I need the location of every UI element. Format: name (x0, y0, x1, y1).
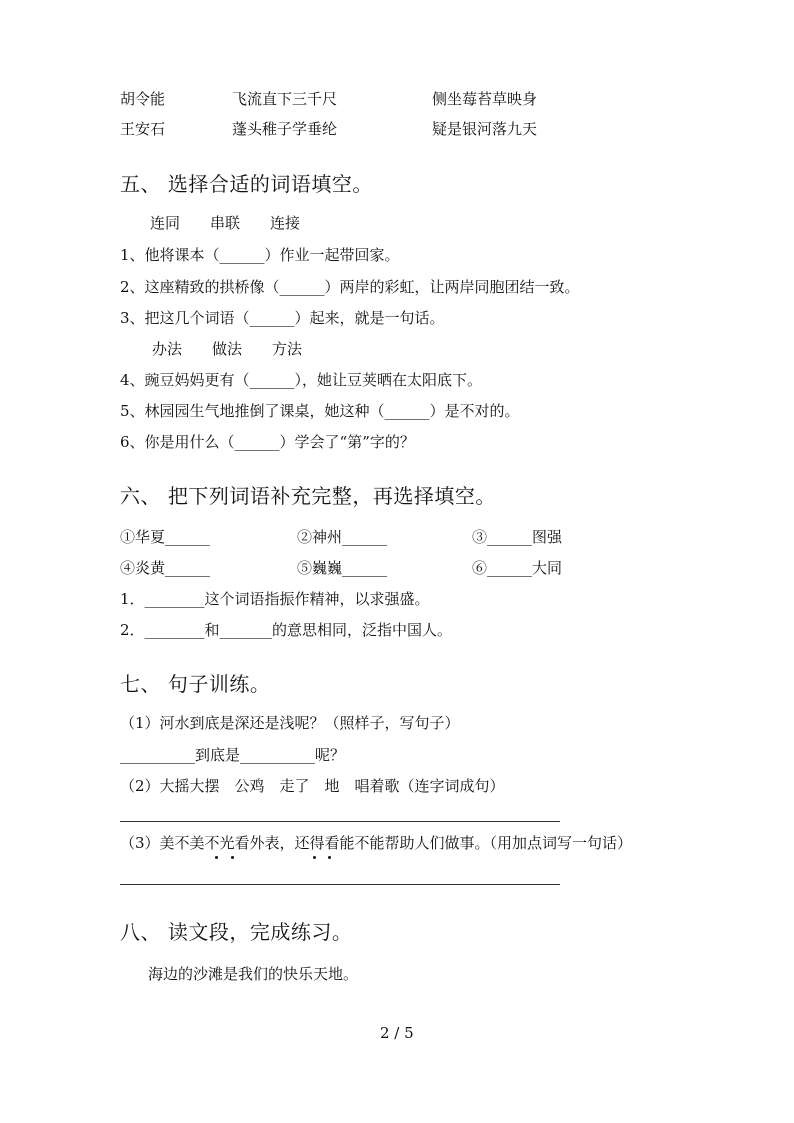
match-row-2-line-a: 蓬头稚子学垂纶 (232, 120, 338, 138)
match-row-1-author: 胡令能 (120, 90, 166, 108)
question-5-4: 4、豌豆妈妈更有（______），她让豆荚晒在太阳底下。 (120, 371, 483, 389)
section-5-heading: 五、 选择合适的词语填空。 (120, 172, 373, 196)
question-5-5: 5、林园园生气地推倒了课桌，她这种（______）是不对的。 (120, 402, 520, 420)
question-7-1-pattern: __________到底是__________呢？ (120, 746, 346, 764)
emphasis-dot (328, 856, 331, 859)
question-7-3: （3）美不美不光看外表，还得看能不能帮助人们做事。（用加点词写一句话） (120, 834, 633, 852)
fill-4: ④炎黄______ (120, 559, 211, 577)
question-5-1: 1、他将课本（______）作业一起带回家。 (120, 246, 400, 264)
question-5-3: 3、把这几个词语（______）起来，就是一句话。 (120, 309, 445, 327)
fill-1: ①华夏______ (120, 528, 211, 546)
answer-line-7-2[interactable] (120, 821, 560, 822)
match-row-2-line-b: 疑是银河落九天 (432, 120, 538, 138)
section-8-heading: 八、 读文段，完成练习。 (120, 920, 353, 944)
word-options-a: 连同 串联 连接 (150, 214, 301, 232)
fill-3: ③______图强 (472, 528, 563, 546)
emphasis-dot (215, 856, 218, 859)
match-row-1-line-b: 侧坐莓苔草映身 (432, 90, 538, 108)
fill-5: ⑤巍巍______ (297, 559, 388, 577)
question-7-2: （2）大摇大摆 公鸡 走了 地 唱着歌（连字词成句） (120, 777, 505, 795)
page-number: 2 / 5 (380, 1024, 414, 1042)
fill-6: ⑥______大同 (472, 559, 563, 577)
passage-paragraph-1: 海边的沙滩是我们的快乐天地。 (148, 965, 359, 983)
match-row-2-author: 王安石 (120, 120, 166, 138)
question-5-2: 2、这座精致的拱桥像（______）两岸的彩虹，让两岸同胞团结一致。 (120, 278, 580, 296)
section-6-heading: 六、 把下列词语补充完整，再选择填空。 (120, 484, 496, 508)
section-7-heading: 七、 句子训练。 (120, 672, 271, 696)
match-row-1-line-a: 飞流直下三千尺 (232, 90, 338, 108)
question-7-1: （1）河水到底是深还是浅呢？（照样子，写句子） (120, 714, 460, 732)
question-5-6: 6、你是用什么（______）学会了“第”字的？ (120, 433, 415, 451)
emphasis-dot (231, 856, 234, 859)
question-6-2: 2．________和_______的意思相同，泛指中国人。 (120, 621, 453, 639)
emphasis-dot (313, 856, 316, 859)
answer-line-7-3[interactable] (120, 884, 560, 885)
fill-2: ②神州______ (297, 528, 388, 546)
word-options-b: 办法 做法 方法 (152, 340, 303, 358)
question-6-1: 1．________这个词语指振作精神，以求强盛。 (120, 590, 430, 608)
